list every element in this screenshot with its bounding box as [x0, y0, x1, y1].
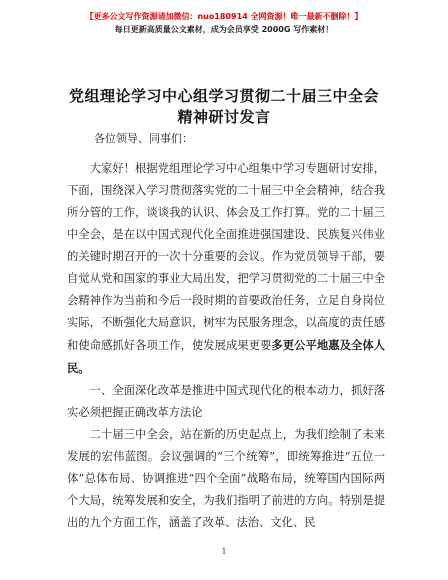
- document-body: [67, 158, 385, 534]
- promo-banner-line2: 每日更新高质量公文素材，成为会员享受 2000G 写作素材！: [114, 25, 334, 34]
- paragraph-section-1: 二十届三中全会，站在新的历史起点上，为我们绘制了未来发展的宏伟蓝图。会议强调的“三个统筹”，即统筹推进“五位一体”总体布局、协调推进“四个全面”战略布局，统筹国内国际两个大局，统筹发展和安全，为我们指明了前进的方向。特别是提出的九个方面工作，涵盖了改革、法治、文化、民: [67, 428, 385, 529]
- document-title: [0, 86, 448, 128]
- promo-banner: [0, 10, 448, 36]
- greeting: 各位领导、同事们：: [94, 132, 193, 145]
- paragraph-intro: [67, 158, 385, 380]
- promo-banner-line1: 【更多公文写作资源请加微信：nuo180914 全网资源！唯一最新不删除！】: [85, 12, 363, 21]
- section-heading-1: 一、全面深化改革是推进中国式现代化的根本动力，抓好落实必须把握正确改革方法论: [67, 384, 385, 419]
- document-title-line2: 精神研讨发言: [177, 108, 271, 126]
- paragraph-intro-bold: 多更公平地惠及全体人民。: [67, 338, 385, 375]
- page-number: 1: [221, 547, 227, 556]
- document-title-line1: 党组理论学习中心组学习贯彻二十届三中全会: [68, 87, 379, 105]
- paragraph-intro-text: 大家好！根据党组理论学习中心组集中学习专题研讨安排，下面，围绕深入学习贯彻落实党的二十届三中全会精神，结合我所分管的工作，谈谈我的认识、体会及工作打算。党的二十届三中全会，是在以中国式现代化全面推进强国建设、民族复兴伟业的关键时期召开的一次十分重要的会议。作为党员领导干部，要自觉从党和国家的事业大局出发，把学习贯彻党的二十届三中全会精神作为当前和今后一段时期的首要政治任务，立足自身岗位实际，不断强化大局意识，树牢为民服务理念，以高度的责任感和使命感抓好各项工作，使发展成果更要: [67, 162, 385, 352]
